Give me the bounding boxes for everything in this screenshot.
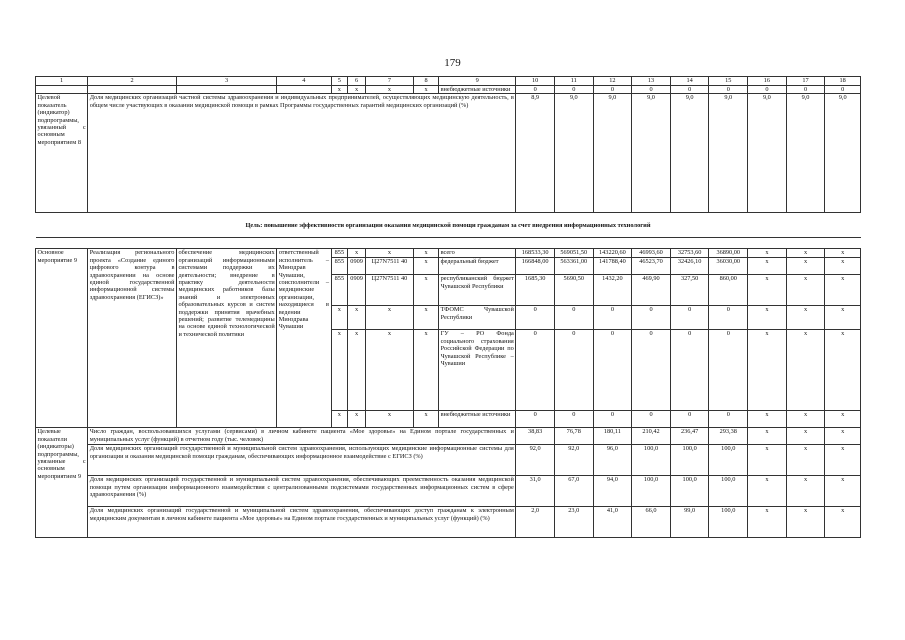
indicator-label: Целевой показатель (индикатор) подпрограммы, увязанный с основным мероприятием 8 [36,94,88,213]
value-cell: x [825,428,861,445]
value-cell: 96,0 [593,445,632,476]
column-header: 16 [748,77,787,86]
value-cell: 236,47 [670,428,709,445]
value-cell: x [786,330,825,411]
measure-description: Реализация регионального проекта «Создание единого цифрового контура в здравоохранении на основе единой государственной информационной системы здравоохранения (ЕГИСЗ)» [88,249,177,428]
column-header: 18 [825,77,861,86]
separator-row [36,238,861,249]
value-cell: 1432,20 [593,275,632,306]
value-cell: 0 [670,330,709,411]
value-cell: 9,0 [748,94,787,213]
value-cell: 46523,70 [632,258,671,275]
value-cell: 9,0 [825,94,861,213]
source-cell: внебюджетные источники [439,86,516,94]
value-cell: 0 [554,86,593,94]
value-cell: 0 [748,86,787,94]
value-cell: x [748,445,787,476]
value-cell: 0 [632,330,671,411]
value-cell: x [786,507,825,538]
value-cell: x [748,258,787,275]
code-cell: x [414,330,439,411]
column-header: 17 [786,77,825,86]
value-cell: x [748,411,787,428]
code-cell: x [348,249,366,258]
code-cell: x [365,306,413,330]
value-cell: 100,0 [670,445,709,476]
column-header: 1 [36,77,88,86]
value-cell: x [825,476,861,507]
column-header: 13 [632,77,671,86]
value-cell: 0 [709,306,748,330]
value-cell: 0 [709,330,748,411]
value-cell: x [825,306,861,330]
value-cell: x [786,249,825,258]
value-cell: 92,0 [516,445,555,476]
value-cell: 0 [632,306,671,330]
measure-tasks: обеспечение медицинских организаций информационными системами поддержки их деятельности; внедрение в практику деятельности медицинских работников базы знаний и электронных образовательных курсов и систем поддержки принятия врачебных решений; развитие телемедицины на основе единой технологической и технической политики [176,249,276,428]
indicator-text: Доля медицинских организаций государственной и муниципальной систем здравоохранения, обеспечивающих преемственность оказания медицинской помощи путем организации информационного взаимодействия с централизованными подсистемами государственных информационных систем в сфере здравоохранения (%) [88,476,516,507]
value-cell: x [786,411,825,428]
value-cell: x [748,476,787,507]
code-cell: x [348,306,366,330]
code-cell: x [414,306,439,330]
page-number: 179 [444,57,461,69]
value-cell: 9,0 [709,94,748,213]
value-cell: 180,11 [593,428,632,445]
source-cell: внебюджетные источники [439,411,516,428]
column-header: 3 [176,77,276,86]
value-cell: 36890,00 [709,249,748,258]
value-cell: 8,9 [516,94,555,213]
header-row [36,77,861,86]
value-cell: x [748,275,787,306]
value-cell: 67,0 [554,476,593,507]
code-cell: x [414,275,439,306]
goal-text: Цель: повышение эффективности организации оказания медицинской помощи гражданам за счет внедрения информационных технологий [36,213,861,238]
code-cell: 0909 [348,275,366,306]
value-cell: x [748,428,787,445]
value-cell: x [825,249,861,258]
column-header: 10 [516,77,555,86]
value-cell: 32753,60 [670,249,709,258]
empty-cell [36,238,861,249]
indicator-row [36,476,861,507]
code-cell: x [331,86,348,94]
code-cell: x [331,306,348,330]
value-cell: x [748,507,787,538]
column-header: 9 [439,77,516,86]
value-cell: 0 [554,306,593,330]
value-cell: 66,0 [632,507,671,538]
code-cell: x [365,330,413,411]
column-header: 8 [414,77,439,86]
column-header: 15 [709,77,748,86]
value-cell: 210,42 [632,428,671,445]
column-header: 12 [593,77,632,86]
value-cell: 9,0 [554,94,593,213]
value-cell: 0 [670,306,709,330]
value-cell: 0 [632,86,671,94]
indicator-text: Доля медицинских организаций государственной и муниципальной систем здравоохранения, использующих медицинские информационные системы для организации и оказания медицинской помощи гражданам, обеспечивающих информационное взаимодействие с ЕГИСЗ (%) [88,445,516,476]
value-cell: x [748,249,787,258]
value-cell: 327,50 [670,275,709,306]
value-cell: 94,0 [593,476,632,507]
code-cell: x [365,249,413,258]
value-cell: 469,90 [632,275,671,306]
source-cell: республиканский бюджет Чувашской Республики [439,275,516,306]
value-cell: 9,0 [593,94,632,213]
value-cell: 41,0 [593,507,632,538]
indicator-label: Целевые показатели (индикаторы) подпрограммы, увязанные с основным мероприятием 9 [36,428,88,538]
value-cell: 0 [516,306,555,330]
empty-cell [88,86,177,94]
code-cell: x [348,86,366,94]
code-cell: x [331,330,348,411]
code-cell: x [414,258,439,275]
value-cell: 100,0 [670,476,709,507]
value-cell: 100,0 [709,476,748,507]
measure-name: Основное мероприятие 9 [36,249,88,428]
goal-row [36,213,861,238]
value-cell: x [825,507,861,538]
value-cell: 9,0 [632,94,671,213]
value-cell: 166848,00 [516,258,555,275]
value-cell: x [748,330,787,411]
value-cell: x [786,476,825,507]
value-cell: 0 [554,411,593,428]
code-cell: Ц27N7511 40 [365,258,413,275]
value-cell: 0 [786,86,825,94]
code-cell: 855 [331,258,348,275]
table-row [36,249,861,258]
value-cell: x [786,275,825,306]
code-cell: x [348,411,366,428]
column-header: 11 [554,77,593,86]
value-cell: 46993,60 [632,249,671,258]
code-cell: x [414,86,439,94]
value-cell: 0 [632,411,671,428]
source-cell: всего [439,249,516,258]
column-header: 7 [365,77,413,86]
value-cell: 100,0 [632,476,671,507]
value-cell: 0 [516,330,555,411]
value-cell: 0 [709,411,748,428]
value-cell: 141788,40 [593,258,632,275]
code-cell: x [365,86,413,94]
value-cell: x [825,275,861,306]
value-cell: x [748,306,787,330]
value-cell: 0 [825,86,861,94]
value-cell: 99,0 [670,507,709,538]
column-header: 2 [88,77,177,86]
value-cell: 76,78 [554,428,593,445]
source-cell: ГУ – РО Фонда социального страхования Российской Федерации по Чувашской Республике – Чувашии [439,330,516,411]
value-cell: 23,0 [554,507,593,538]
value-cell: 0 [593,306,632,330]
value-cell: x [825,330,861,411]
value-cell: 36030,00 [709,258,748,275]
code-cell: x [414,249,439,258]
value-cell: 0 [670,86,709,94]
code-cell: 855 [331,249,348,258]
value-cell: 0 [516,411,555,428]
table-row [36,86,861,94]
value-cell: 9,0 [786,94,825,213]
measure-executors: ответственный исполнитель – Минздрав Чувашии, соисполнители – медицинские организации, находящиеся в ведении Минздрава Чувашии [277,249,331,428]
value-cell: 569051,50 [554,249,593,258]
indicator-text: Доля медицинских организаций частной системы здравоохранения и индивидуальных предпринимателей, осуществляющих медицинскую деятельность, в общем числе участвующих в оказании медицинской помощи в рамках Программы государственных гарантий медицинских организаций (%) [88,94,516,213]
code-cell: Ц27N7511 40 [365,275,413,306]
value-cell: 143220,60 [593,249,632,258]
value-cell: x [825,445,861,476]
value-cell: 168533,30 [516,249,555,258]
value-cell: 293,38 [709,428,748,445]
value-cell: 563361,00 [554,258,593,275]
value-cell: 0 [516,86,555,94]
indicator-row [36,94,861,213]
value-cell: 0 [593,330,632,411]
empty-cell [277,86,331,94]
value-cell: 100,0 [709,507,748,538]
value-cell: 38,83 [516,428,555,445]
value-cell: 5690,50 [554,275,593,306]
value-cell: 9,0 [670,94,709,213]
value-cell: x [786,428,825,445]
value-cell: x [825,411,861,428]
empty-cell [176,86,276,94]
value-cell: 0 [593,411,632,428]
column-header: 6 [348,77,366,86]
value-cell: 860,00 [709,275,748,306]
code-cell: 0909 [348,258,366,275]
column-header: 4 [277,77,331,86]
code-cell: x [365,411,413,428]
code-cell: x [331,411,348,428]
value-cell: 0 [670,411,709,428]
value-cell: 32426,10 [670,258,709,275]
column-header: 14 [670,77,709,86]
value-cell: 100,0 [632,445,671,476]
value-cell: 1685,30 [516,275,555,306]
source-cell: федеральный бюджет [439,258,516,275]
value-cell: 31,0 [516,476,555,507]
value-cell: 2,0 [516,507,555,538]
program-table [35,76,861,538]
value-cell: 100,0 [709,445,748,476]
value-cell: 0 [593,86,632,94]
value-cell: x [786,306,825,330]
value-cell: x [825,258,861,275]
code-cell: x [414,411,439,428]
indicator-row [36,507,861,538]
table-body [36,77,861,538]
value-cell: x [786,258,825,275]
code-cell: x [348,330,366,411]
indicator-row [36,428,861,445]
column-header: 5 [331,77,348,86]
source-cell: ТФОМС Чувашской Республики [439,306,516,330]
code-cell: 855 [331,275,348,306]
indicator-text: Доля медицинских организаций государственной и муниципальной систем здравоохранения, обеспечивающих доступ гражданам к электронным медицинским документам в личном кабинете пациента «Мое здоровье» на Едином портале государственных и муниципальных услуг (функций) (%) [88,507,516,538]
indicator-text: Число граждан, воспользовавшихся услугами (сервисами) в личном кабинете пациента «Мое здоровье» на Едином портале государственных и муниципальных услуг (функций) в отчетном году (тыс. человек) [88,428,516,445]
indicator-row [36,445,861,476]
value-cell: 0 [709,86,748,94]
empty-cell [36,86,88,94]
value-cell: x [786,445,825,476]
value-cell: 92,0 [554,445,593,476]
value-cell: 0 [554,330,593,411]
